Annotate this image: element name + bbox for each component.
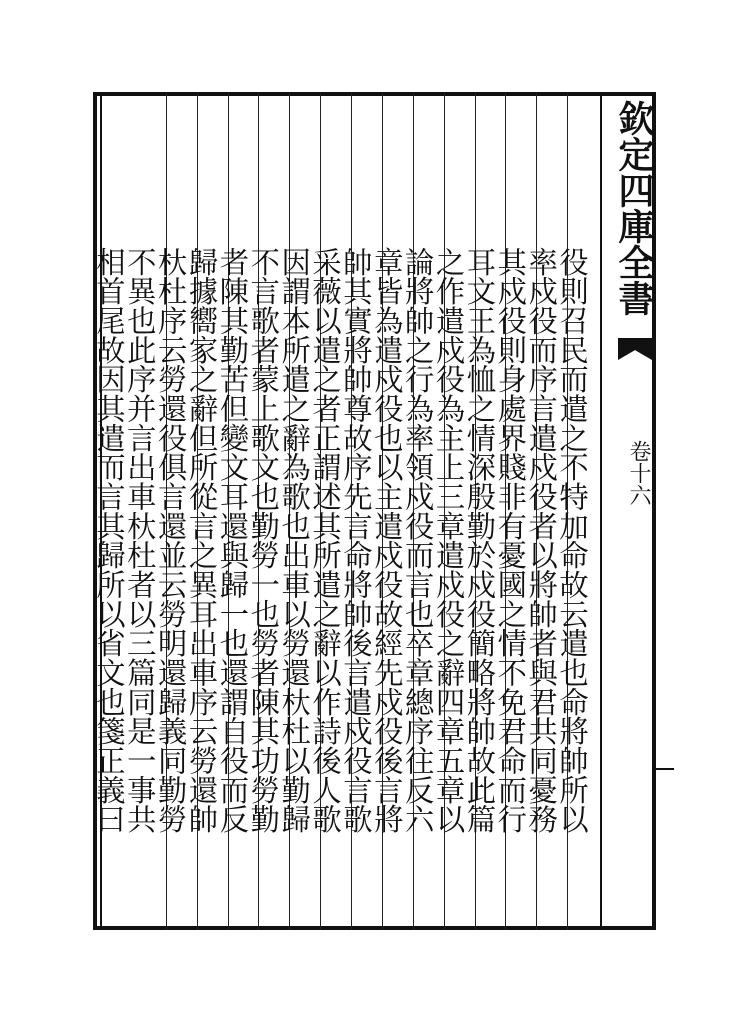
- text-column-11: 不言歌者蒙上歌文也勤勞一也勞者陳其功勞勤: [246, 246, 281, 834]
- volume-label: 卷十六: [626, 440, 651, 506]
- text-column-7: 章皆為遣戍役也以主遣戍役故經先戍役後言將: [369, 246, 404, 834]
- text-column-15: 不異也此序并言出車杕杜者以三篇同是一事共: [122, 246, 157, 834]
- text-column-14: 杕杜序云勞還役俱言還並云勞明還歸義同勤勞: [153, 246, 188, 834]
- text-column-4: 耳文王為恤之情深殷勤於戍役簡略將帥故此篇: [462, 246, 497, 834]
- book-title: 欽定四庫全書: [613, 100, 655, 316]
- text-column-16: 相首尾故因其遣而言其歸所以省文也箋正義曰: [91, 246, 126, 834]
- text-column-1: 役則召民而遣之不特加命故云遣也命將帥所以: [555, 246, 589, 834]
- text-column-2: 率戍役而序言遣戍役者以將帥者與君共同憂務: [524, 246, 559, 834]
- text-column-13: 歸據嚮家之辭但所從言之異耳出車序云勞還帥: [184, 246, 219, 834]
- margin-tick: [656, 768, 674, 770]
- text-column-3: 其戍役則身處界賤非有憂國之情不免君命而行: [493, 246, 528, 834]
- text-column-9: 采薇以遣之者正謂述其所遣之辭以作詩後人歌: [308, 246, 342, 834]
- text-column-5: 之作遣戍役為主上三章遣戍役之辭四章五章以: [431, 246, 466, 834]
- border-inner-right: [600, 92, 602, 930]
- text-column-8: 帥其實將帥尊故序先言命將帥後言遣戍役言歌: [338, 246, 373, 834]
- text-column-10: 因謂本所遣之辭為歌也出車以勞還杕杜以勤歸: [277, 246, 312, 834]
- text-column-6: 論將帥之行為率領戍役而言也卒章總序往反六: [400, 246, 435, 834]
- text-column-12: 者陳其勤苦但變文耳還與歸一也還謂自役而反: [215, 246, 250, 834]
